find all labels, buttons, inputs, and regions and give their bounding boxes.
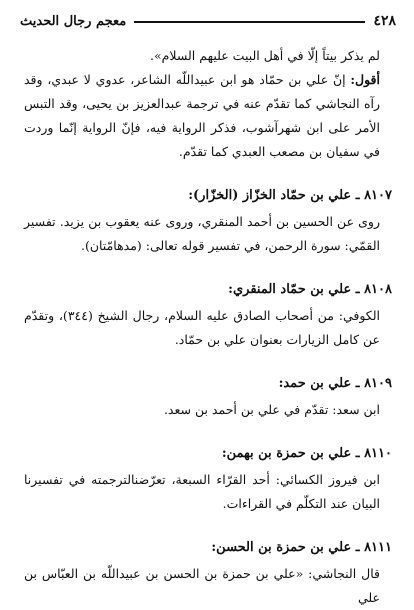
entry-heading: ٨١٠٧ ـ علي بن حمّاد الخزّاز (الخزّار): [188, 188, 392, 203]
entry-body: الكوفي: من أصحاب الصادق عليه السلام، رجال الشيخ (٣٤٤)، وتقدّم عن كامل الزيارات بعنوان علي بن حمّاد. [24, 308, 380, 347]
entry-body: ابن سعد: تقدّم في علي بن أحمد بن سعد. [163, 402, 380, 417]
entry-8109 [24, 370, 392, 422]
entry-8110 [24, 440, 392, 516]
entry-heading: ٨١١١ ـ علي بن حمزة بن الحسن: [211, 540, 392, 555]
page-header [20, 10, 396, 32]
entry-body: ابن فيروز الكسائي: أحد القرّاء السبعة، تعرّضنالترجمته في تفسيرنا البيان عند التكلّم في القراءات. [24, 472, 380, 511]
entry-heading: ٨١٠٩ ـ علي بن حمد: [278, 376, 392, 391]
entry-body: روى عن الحسين بن أحمد المنقري، وروى عنه يعقوب بن يزيد. تفسير القمّي: سورة الرحمن، في تفسير قوله تعالى: (مدهامّتان). [24, 214, 380, 253]
entry-heading: ٨١٠٨ ـ علي بن حمّاد المنقري: [228, 282, 392, 297]
header-rule [134, 21, 365, 23]
intro-paragraph-text: إنّ علي بن حمّاد هو ابن عبيداللّه الشاعر، عدوي لا عبدي، وقد رآه النجاشي كما تقدّم عنه في ترجمة عبدالعزيز بن يحيى، وقد التبس الأمر على ابن شهرآشوب، فذكر الرواية فيه، فإنّ الرواية إنّما وردت في سفيان بن مصعب العبدي كما تقدّم. [24, 72, 380, 159]
intro-continuation-line: لم يذكر بيتاً إلّا في أهل البيت عليهم السلام». [150, 48, 380, 63]
entry-heading: ٨١١٠ ـ علي بن حمزة بن بهمن: [221, 446, 392, 461]
intro-paragraph [24, 68, 392, 164]
running-title: معجم رجال الحديث [20, 13, 127, 29]
entry-body: قال النجاشي: «علي بن حمزة بن الحسن بن عبيداللّه بن العبّاس بن علي [24, 566, 380, 605]
entry-8111 [24, 534, 392, 610]
entry-8107 [24, 182, 392, 258]
page-content [24, 44, 392, 610]
entry-8108 [24, 276, 392, 352]
page-number: ٤٢٨ [373, 13, 396, 29]
intro-lead-word: أقول: [350, 72, 380, 87]
